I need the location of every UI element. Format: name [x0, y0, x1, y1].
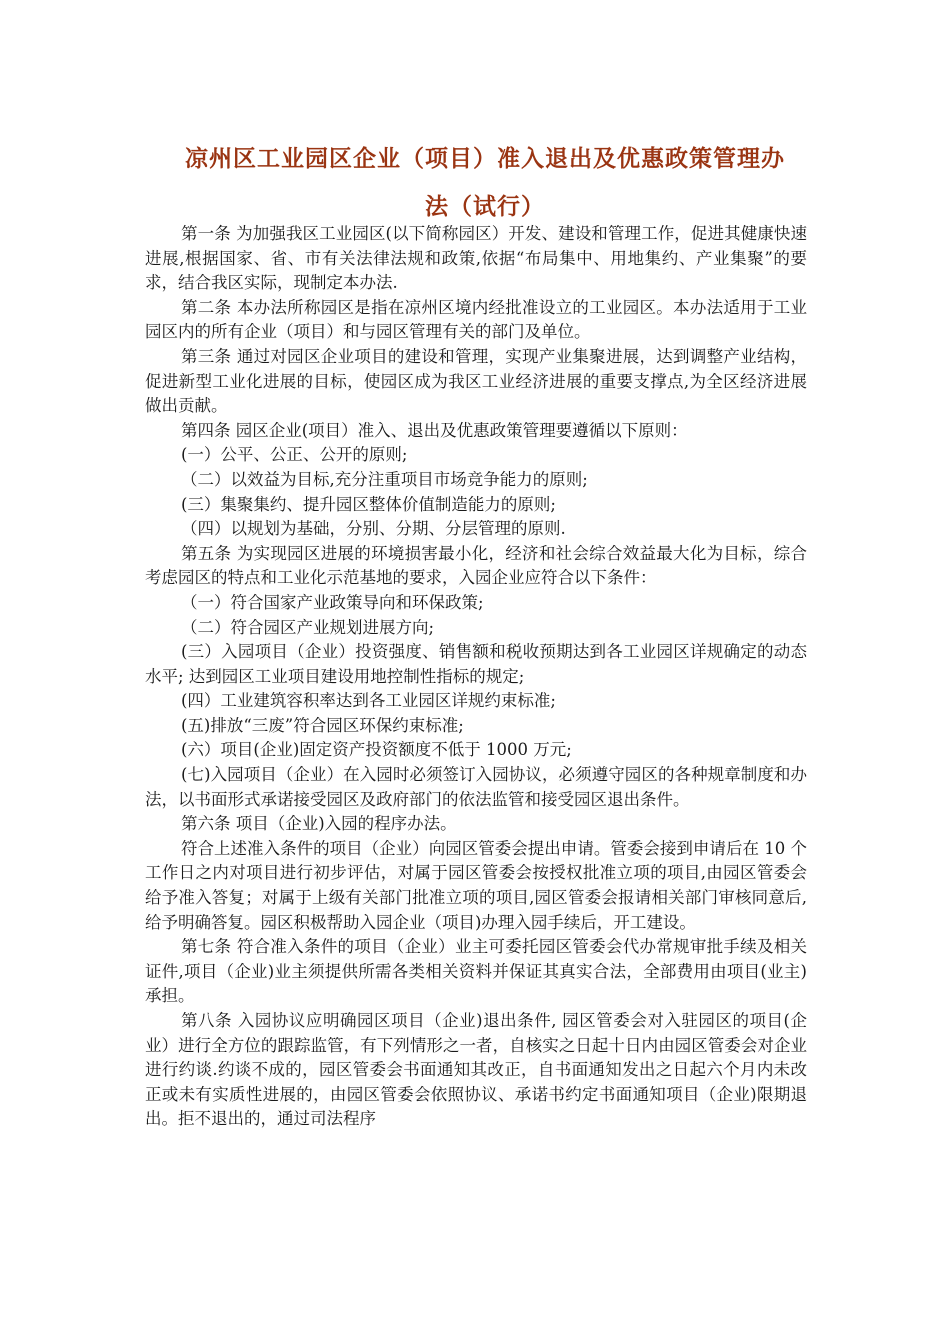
list-item-condition-4: (四）工业建筑容积率达到各工业园区详规约束标准; [181, 691, 556, 711]
paragraph-article-5: 第五条 为实现园区进展的环境损害最小化，经济和社会综合效益最大化为目标，综合考虑园区的特点和工业化示范基地的要求，入园企业应符合以下条件： [145, 543, 807, 588]
document-body [145, 222, 807, 1132]
paragraph-article-3: 第三条 通过对园区企业项目的建设和管理，实现产业集聚进展，达到调整产业结构，促进新型工业化进展的目标，使园区成为我区工业经济进展的重要支撑点,为全区经济进展做出贡献。 [145, 346, 807, 416]
paragraph-article-6: 第六条 项目（企业)入园的程序办法。 [181, 814, 457, 834]
list-item-condition-2: （二）符合园区产业规划进展方向; [181, 617, 435, 637]
list-item-condition-1: （一）符合国家产业政策导向和环保政策; [181, 592, 484, 612]
document-title-line-1: 凉州区工业园区企业（项目）准入退出及优惠政策管理办 [185, 146, 785, 172]
list-item-principle-2: （二）以效益为目标,充分注重项目市场竞争能力的原则; [181, 469, 588, 489]
paragraph-article-7: 第七条 符合准入条件的项目（企业）业主可委托园区管委会代办常规审批手续及相关证件,项目（企业)业主须提供所需各类相关资料并保证其真实合法，全部费用由项目(业主)承担。 [145, 937, 807, 1006]
paragraph-article-4: 第四条 园区企业(项目）准入、退出及优惠政策管理要遵循以下原则： [181, 420, 688, 440]
list-item-principle-3: (三）集聚集约、提升园区整体价值制造能力的原则; [181, 494, 556, 514]
paragraph-article-1: 第一条 为加强我区工业园区(以下简称园区）开发、建设和管理工作，促进其健康快速进展,根据国家、省、市有关法律法规和政策,依据“布局集中、用地集约、产业集聚”的要求，结合我区实际，现制定本办法. [145, 224, 807, 293]
paragraph-procedure: 符合上述准入条件的项目（企业）向园区管委会提出申请。管委会接到申请后在 10 个工作日之内对项目进行初步评估，对属于园区管委会按授权批准立项的项目,由园区管委会给予准入答复；对属于上级有关部门批准立项的项目,园区管委会报请相关部门审核同意后,给予明确答复。园区积极帮助入园企业（项目)办理入园手续后，开工建设。 [145, 838, 807, 932]
paragraph-article-8: 第八条 入园协议应明确园区项目（企业)退出条件, 园区管委会对入驻园区的项目(企业）进行全方位的跟踪监管，有下列情形之一者，自核实之日起十日内由园区管委会对企业进行约谈.约谈不成的，园区管委会书面通知其改正，自书面通知发出之日起六个月内未改正或未有实质性进展的，由园区管委会依照协议、承诺书约定书面通知项目（企业)限期退出。拒不退出的，通过司法程序 [145, 1011, 807, 1129]
list-item-principle-1: (一）公平、公正、公开的原则; [181, 445, 408, 465]
list-item-condition-5: (五)排放“三废”符合园区环保约束标准; [181, 715, 464, 735]
list-item-condition-7: (七)入园项目（企业）在入园时必须签订入园协议，必须遵守园区的各种规章制度和办法，以书面形式承诺接受园区及政府部门的依法监管和接受园区退出条件。 [145, 765, 807, 809]
paragraph-article-2: 第二条 本办法所称园区是指在凉州区境内经批准设立的工业园区。本办法适用于工业园区内的所有企业（项目）和与园区管理有关的部门及单位。 [145, 297, 807, 342]
document-title-line-2: 法（试行） [425, 194, 545, 220]
list-item-principle-4: （四）以规划为基础，分别、分期、分层管理的原则. [181, 519, 566, 539]
list-item-condition-6: (六）项目(企业)固定资产投资额度不低于 1000 万元; [181, 740, 572, 760]
list-item-condition-3: (三）入园项目（企业）投资强度、销售额和税收预期达到各工业园区详规确定的动态水平; 达到园区工业项目建设用地控制性指标的规定; [145, 642, 807, 686]
